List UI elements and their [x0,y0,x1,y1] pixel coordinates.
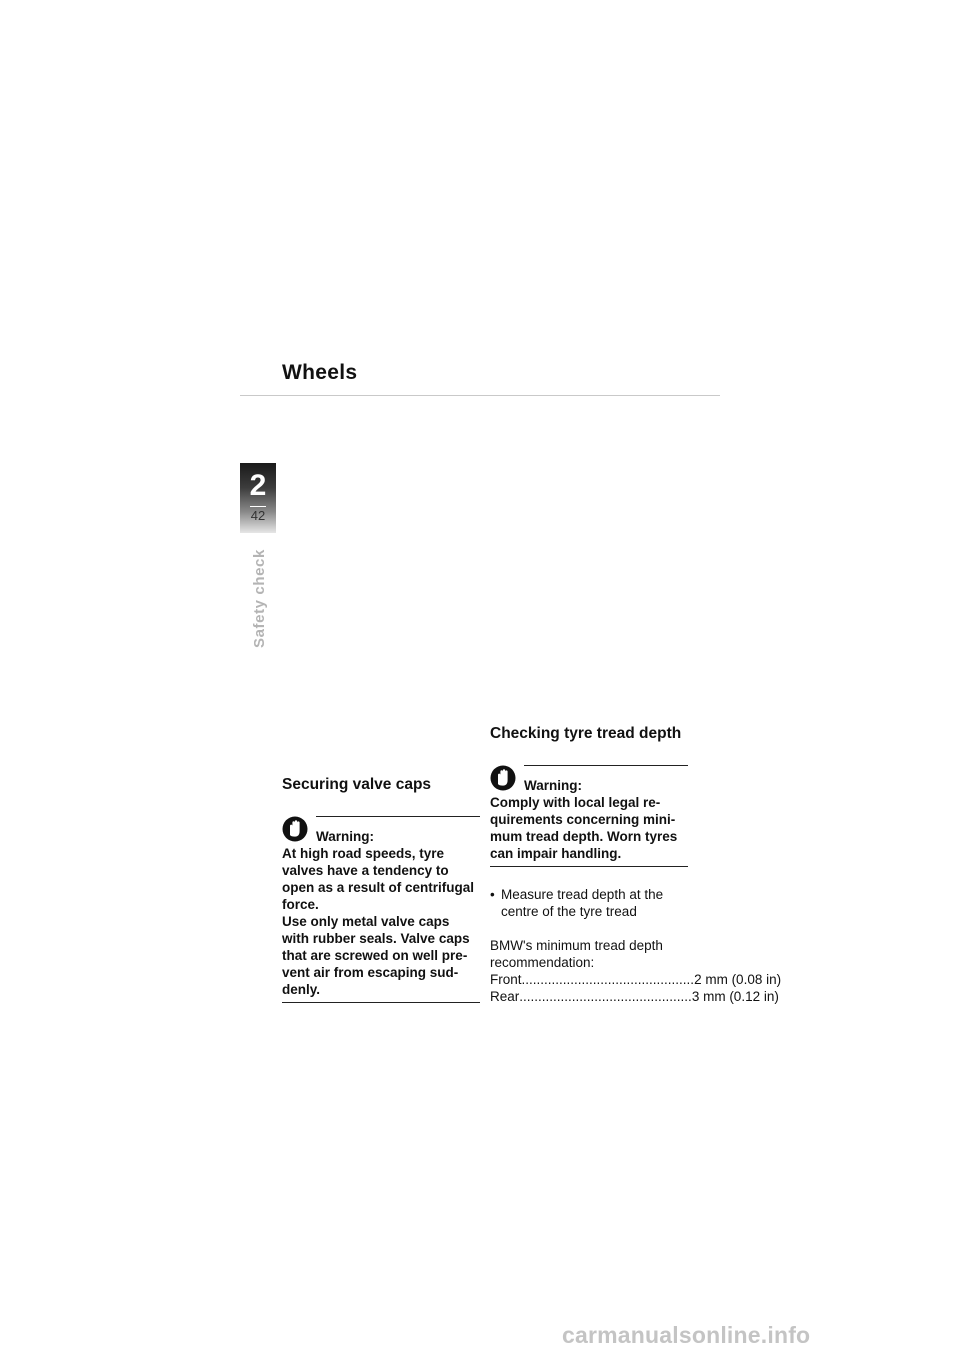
section-side-label: Safety check [251,549,268,648]
tread-depth-warning [490,764,688,867]
warning-top-rule [316,816,480,817]
watermark: carmanualsonline.info [562,1322,811,1348]
spec-label: Front [490,972,522,987]
spec-leader-dots: .............................................. [521,972,695,987]
spec-value: 2 mm (0.08 in) [694,972,782,987]
warning-text [282,845,480,1003]
warning-line: Use only metal valve caps [282,914,450,929]
chapter-tab [240,463,276,533]
warning-line: denly. [282,982,321,997]
spec-label: Rear [490,989,520,1004]
valve-caps-heading: Securing valve caps [282,776,432,793]
warning-line: force. [282,897,319,912]
valve-caps-section [282,775,480,1003]
spec-row-rear [490,988,779,1005]
warning-line: open as a result of centrifugal [282,880,475,895]
warning-line: vent air from escaping sud- [282,965,459,980]
warning-line: that are screwed on well pre- [282,948,468,963]
bullet-line: centre of the tyre tread [501,904,637,919]
warning-line: can impair handling. [490,846,622,861]
hand-warning-icon [282,815,308,843]
warning-line: mum tread depth. Worn tyres [490,829,678,844]
warning-top-rule [524,765,688,766]
warning-label: Warning: [316,829,374,844]
chapter-divider [250,506,266,507]
spec-leader-dots: .............................................. [519,989,692,1004]
valve-caps-warning [282,815,480,1003]
recommendation-line: BMW's minimum tread depth [490,938,663,953]
bullet-item [490,886,688,920]
warning-line: quirements concerning mini- [490,812,676,827]
warning-line: with rubber seals. Valve caps [282,931,470,946]
tread-depth-section [490,724,782,1005]
page-number: 42 [250,508,266,523]
bullet-line: Measure tread depth at the [501,887,664,902]
recommendation-line: recommendation: [490,955,595,970]
spec-value: 3 mm (0.12 in) [691,989,779,1004]
warning-line: At high road speeds, tyre [282,846,445,861]
warning-text [490,794,688,867]
warning-line: valves have a tendency to [282,863,449,878]
tread-recommendation [490,937,782,1005]
bullet-dot-icon: • [490,887,495,902]
chapter-number: 2 [249,469,267,502]
spec-row-front [490,971,782,988]
warning-line: Comply with local legal re- [490,795,661,810]
tread-depth-heading: Checking tyre tread depth [490,725,682,742]
hand-warning-icon [490,764,516,792]
page-title: Wheels [282,361,358,384]
title-divider [240,395,720,396]
warning-label: Warning: [524,778,582,793]
